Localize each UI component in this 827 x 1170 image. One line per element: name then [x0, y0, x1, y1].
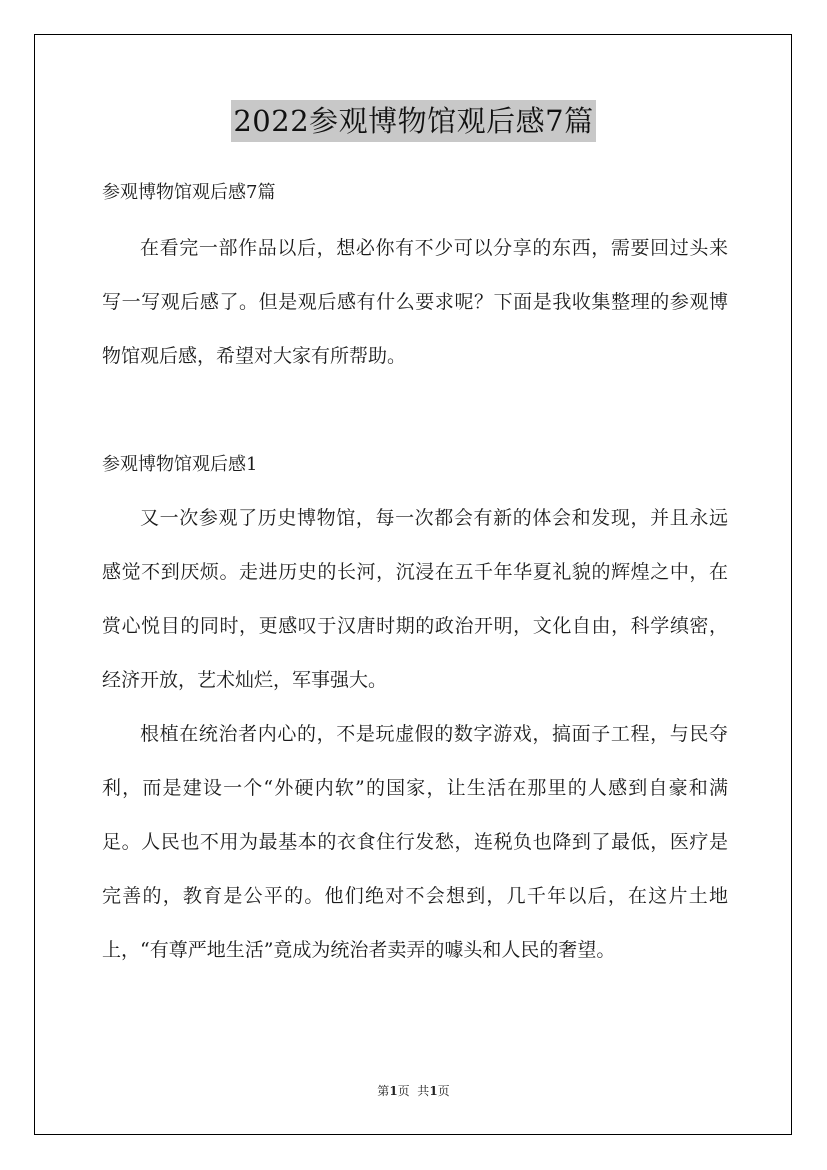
footer-prefix: 第	[377, 1084, 390, 1098]
footer-middle: 页 共	[397, 1084, 430, 1098]
title-container	[0, 100, 827, 142]
intro-paragraph: 在看完一部作品以后，想必你有不少可以分享的东西，需要回过头来写一写观后感了。但是观后感有什么要求呢？下面是我收集整理的参观博物馆观后感，希望对大家有所帮助。	[102, 237, 728, 367]
footer-suffix: 页	[437, 1084, 450, 1098]
body-paragraph-1: 又一次参观了历史博物馆，每一次都会有新的体会和发现，并且永远感觉不到厌烦。走进历史的长河，沉浸在五千年华夏礼貌的辉煌之中，在赏心悦目的同时，更感叹于汉唐时期的政治开明，文化自由，科学缜密，经济开放，艺术灿烂，军事强大。	[102, 507, 728, 691]
document-title: 2022参观博物馆观后感7篇	[231, 100, 595, 142]
current-page-number: 1	[389, 1084, 398, 1098]
page-footer	[0, 1082, 827, 1100]
section-heading: 参观博物馆观后感1	[102, 454, 258, 475]
document-subtitle: 参观博物馆观后感7篇	[102, 182, 276, 203]
total-page-number: 1	[429, 1084, 438, 1098]
body-paragraph-2: 根植在统治者内心的，不是玩虚假的数字游戏，搞面子工程，与民夺利，而是建设一个“外硬内软”的国家，让生活在那里的人感到自豪和满足。人民也不用为最基本的衣食住行发愁，连税负也降到了最低，医疗是完善的，教育是公平的。他们绝对不会想到，几千年以后，在这片土地上，“有尊严地生活”竟成为统治者卖弄的噱头和人民的奢望。	[102, 723, 728, 961]
